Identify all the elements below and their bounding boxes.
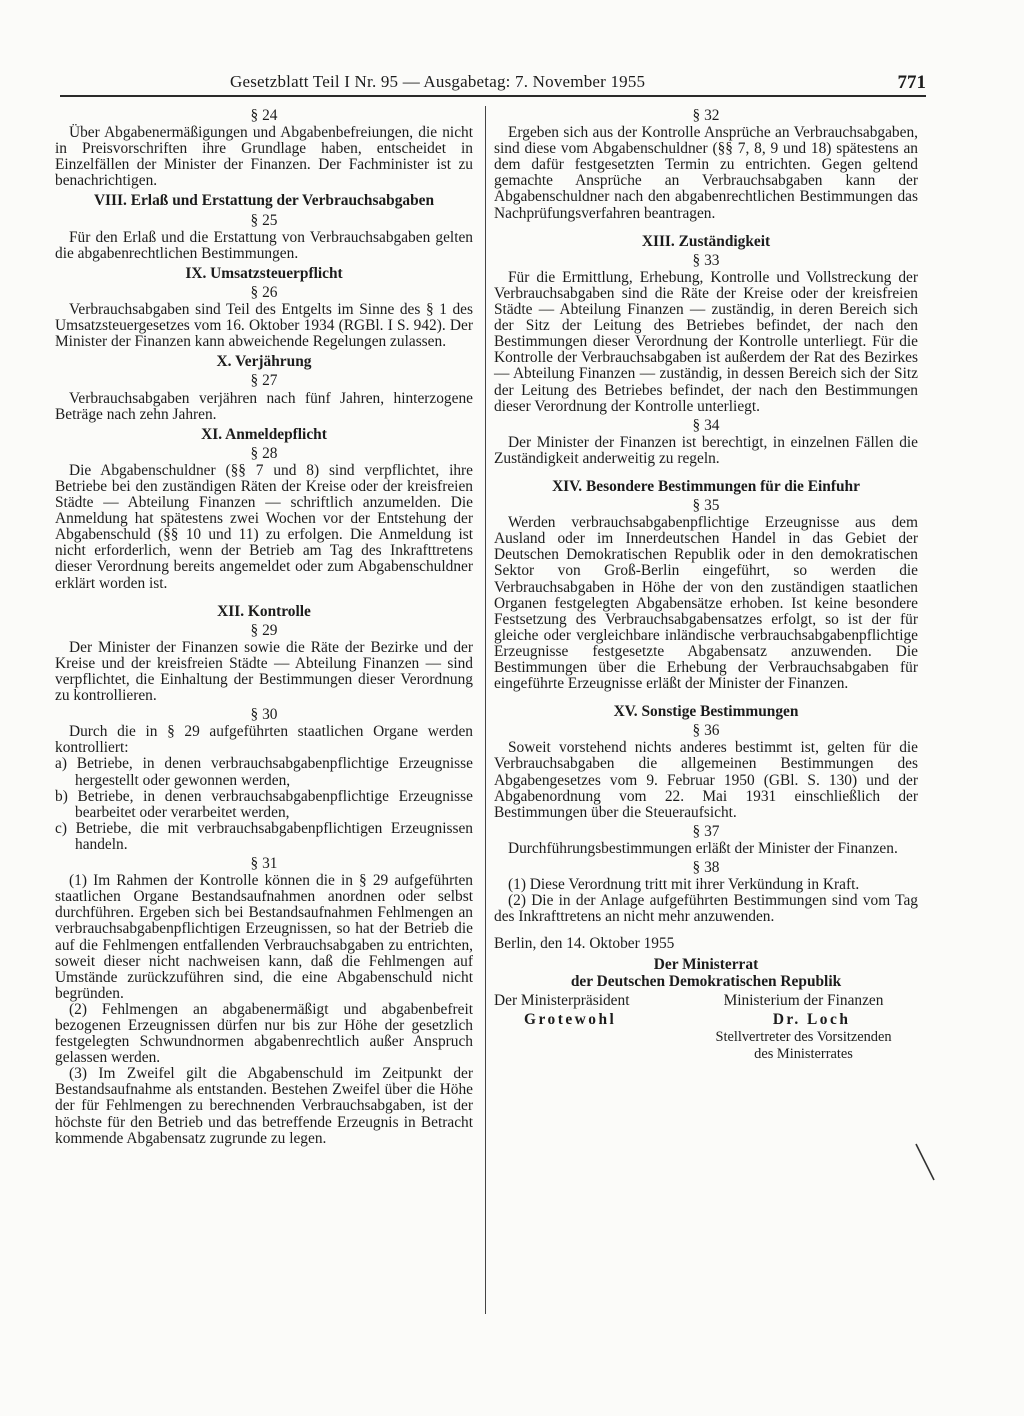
paragraph-number-29: § 29 (250, 621, 278, 639)
section-heading-x: X. Verjährung (216, 353, 312, 371)
paragraph-number-35: § 35 (692, 497, 720, 515)
section-heading-xi: XI. Anmeldepflicht (201, 425, 327, 443)
council-line-1: Der Ministerrat (653, 956, 759, 974)
left-column (55, 105, 473, 1147)
section-heading-viii: VIII. Erlaß und Erstattung der Verbrauchsabgaben (93, 192, 435, 210)
margin-tick-mark (914, 1142, 936, 1182)
right-signatory-role-1: Stellvertreter des Vorsitzenden (715, 1029, 892, 1046)
paragraph-28-text: Die Abgabenschuldner (§§ 7 und 8) sind verpflichtet, ihre Betriebe bei den zuständigen Räten der Kreise oder der kreisfreien Städte — Abteilung Finanzen — schriftlich anzumelden. Die Anmeldung hat spätestens zwei Wochen vor der Entstehung der Abgabenschuld (§§ 10 und 11) zu erfolgen. Die Anmeldung ist nicht erforderlich, wenn der Betrieb am Tag des Inkrafttretens dieser Verordnung bereits angemeldet oder zum Abgabenschuldner erklärt worden ist. (55, 461, 473, 592)
paragraph-27-text: Verbrauchsabgaben verjähren nach fünf Jahren, hinterzogene Beträge nach zehn Jahren. (55, 389, 473, 423)
page-header (60, 72, 926, 102)
signature-block (494, 935, 918, 1062)
right-signatory-name: Dr. Loch (772, 1011, 851, 1029)
paragraph-29-text: Der Minister der Finanzen sowie die Räte der Bezirke und der Kreise und der kreisfreien Städte — Abteilung Finanzen — sind verpflichtet, die Einhaltung der Bestimmungen dieser Verordnung zu kontrollieren. (55, 638, 473, 705)
section-heading-xii: XII. Kontrolle (217, 602, 311, 620)
section-heading-xv: XV. Sonstige Bestimmungen (613, 703, 799, 721)
header-rule (60, 95, 926, 97)
paragraph-35-text: Werden verbrauchsabgabenpflichtige Erzeugnisse aus dem Ausland oder im Innerdeutschen Handel in das Gebiet der Deutschen Demokratischen Republik oder in den demokratischen Sektor von Groß-Berlin eingeführt, so werden die Verbrauchsabgaben in Höhe der von den zuständigen staatlichen Organen festgelegten Abgabensätze erhoben. Ist keine besondere Festsetzung des Verbrauchsabgabensatzes erfolgt, so ist der für gleiche oder vergleichbare inländische verbrauchsabgabenpflichtige Erzeugnisse festgesetzte Abgabensatz anzuwenden. Die Bestimmungen über die Erhebung der Verbrauchsabgaben für eingeführte Erzeugnisse erläßt der Minister der Finanzen. (494, 514, 918, 693)
paragraph-26-text: Verbrauchsabgaben sind Teil des Entgelts im Sinne des § 1 des Umsatzsteuergesetzes vom 16. Oktober 1934 (RGBl. I S. 942). Der Minister der Finanzen kann abweichende Regelungen zulassen. (55, 301, 473, 351)
paragraph-34-text: Der Minister der Finanzen ist berechtigt, in einzelnen Fällen die Zuständigkeit anderweitig zu regeln. (494, 433, 918, 467)
header-title: Gesetzblatt Teil I Nr. 95 — Ausgabetag: 7. November 1955 (230, 72, 646, 91)
paragraph-number-33: § 33 (692, 251, 720, 269)
signatory-role-row (494, 1047, 918, 1062)
signatory-role-row (494, 1030, 918, 1045)
list-item: a) Betriebe, in denen verbrauchsabgabenpflichtige Erzeugnisse hergestellt oder gewonnen werden, (55, 755, 473, 789)
paragraph-number-26: § 26 (250, 283, 278, 301)
list-item: b) Betriebe, in denen verbrauchsabgabenpflichtige Erzeugnisse bearbeitet oder verarbeitet werden, (55, 787, 473, 821)
signature-date: Berlin, den 14. Oktober 1955 (494, 935, 675, 953)
page-number: 771 (897, 72, 926, 93)
left-signatory-title: Der Ministerpräsident (494, 992, 630, 1010)
paragraph-number-38: § 38 (692, 859, 720, 877)
signatory-names (494, 1011, 918, 1028)
section-heading-ix: IX. Umsatzsteuerpflicht (185, 264, 343, 282)
right-signatory-title: Ministerium der Finanzen (723, 992, 884, 1010)
paragraph-30-intro: Durch die in § 29 aufgeführten staatlichen Organe werden kontrolliert: (55, 723, 473, 757)
right-column (494, 105, 918, 1062)
list-item: c) Betriebe, die mit verbrauchsabgabenpflichtigen Erzeugnissen handeln. (55, 819, 473, 853)
paragraph-38-clause-2: (2) Die in der Anlage aufgeführten Bestimmungen sind vom Tag des Inkrafttretens an nicht mehr anzuwenden. (494, 892, 918, 926)
paragraph-36-text: Soweit vorstehend nichts anderes bestimmt ist, gelten für die Verbrauchsabgaben die allgemeinen Bestimmungen des Abgabengesetzes vom 9. Februar 1950 (GBl. S. 130) und der Abgabenordnung vom 22. Mai 1931 einschließlich der Bestimmungen über die Steueraufsicht. (494, 739, 918, 821)
column-divider (485, 106, 486, 1314)
paragraph-number-36: § 36 (692, 722, 720, 740)
council-line-2: der Deutschen Demokratischen Republik (570, 973, 842, 991)
section-heading-xiv: XIV. Besondere Bestimmungen für die Einfuhr (552, 477, 860, 495)
paragraph-number-27: § 27 (250, 372, 278, 390)
paragraph-number-24: § 24 (250, 107, 278, 124)
paragraph-38-clause-1: (1) Diese Verordnung tritt mit ihrer Verkündung in Kraft. (508, 876, 860, 894)
paragraph-32-text: Ergeben sich aus der Kontrolle Ansprüche an Verbrauchsabgaben, sind diese vom Abgabenschuldner (§§ 7, 8, 9 und 18) spätestens an dem dafür festgesetzten Termin zu entrichten. Gegen geltend gemachte Ansprüche an Verbrauchsabgaben kann der Abgabenschuldner nach den abgabenrechtlichen Bestimmungen das Nachprüfungsverfahren beantragen. (494, 124, 918, 222)
signatory-titles (494, 992, 918, 1009)
left-signatory-name: Grotewohl (524, 1011, 617, 1029)
section-heading-xiii: XIII. Zuständigkeit (641, 232, 771, 250)
paragraph-31-clause-2: (2) Fehlmengen an abgabenermäßigt und abgabenbefreit bezogenen Erzeugnissen dürfen nur bis zur Höhe der gesetzlich festgelegten Schwundnormen abgabenrechtlich außer Anspruch gelassen werden. (55, 1000, 473, 1067)
paragraph-number-25: § 25 (250, 211, 278, 229)
paragraph-25-text: Für den Erlaß und die Erstattung von Verbrauchsabgaben gelten die abgabenrechtlichen Bestimmungen. (55, 228, 473, 262)
paragraph-31-clause-3: (3) Im Zweifel gilt die Abgabenschuld im Zeitpunkt der Bestandsaufnahme als entstanden. Bestehen Zweifel über die Höhe der für Fehlmengen zu berechnenden Verbrauchsabgaben, ist der höchste für den Betrieb und das betreffende Erzeugnis in Betracht kommende Abgabensatz zugrunde zu legen. (55, 1065, 473, 1147)
paragraph-number-37: § 37 (692, 822, 720, 840)
paragraph-number-34: § 34 (692, 416, 720, 434)
paragraph-number-32: § 32 (692, 107, 720, 124)
paragraph-24-text: Über Abgabenermäßigungen und Abgabenbefreiungen, die nicht in Preisvorschriften ihre Grundlage haben, entscheidet in Einzelfällen der Minister der Finanzen. Der Fachminister ist zu benachrichtigen. (55, 124, 473, 190)
paragraph-number-31: § 31 (250, 855, 278, 873)
paragraph-number-30: § 30 (250, 706, 278, 724)
paragraph-number-28: § 28 (250, 444, 278, 462)
paragraph-37-text: Durchführungsbestimmungen erläßt der Minister der Finanzen. (508, 839, 898, 857)
paragraph-33-text: Für die Ermittlung, Erhebung, Kontrolle und Vollstreckung der Verbrauchsabgaben sind die Räte der Kreise oder der kreisfreien Städte — Abteilung Finanzen — zuständig, in deren Bereich sich der Sitz der Leitung des Betriebes befindet, der nach den Bestimmungen dieser Verordnung der Kontrolle unterliegt. Für die Kontrolle der Verbrauchsabgaben ist außerdem der Rat des Bezirkes — Abteilung Finanzen — zuständig, in dessen Bereich sich der Sitz der Leitung des Betriebes befindet, der nach den Bestimmungen dieser Verordnung der Kontrolle unterliegt. (494, 268, 918, 415)
right-signatory-role-2: des Ministerrates (754, 1046, 853, 1063)
paragraph-31-clause-1: (1) Im Rahmen der Kontrolle können die in § 29 aufgeführten staatlichen Organe Bestandsaufnahmen anordnen oder selbst durchführen. Ergeben sich bei Bestandsaufnahmen Fehlmengen an verbrauchsabgabenpflichtigen Erzeugnissen, so hat der Betrieb die auf die Fehlmengen entfallenden Verbrauchsabgaben zu entrichten, soweit dieser nicht nachweisen kann, daß die Fehlmengen auf Umstände zurückzuführen sind, die eine Abgabenschuld nicht begründen. (55, 872, 473, 1002)
